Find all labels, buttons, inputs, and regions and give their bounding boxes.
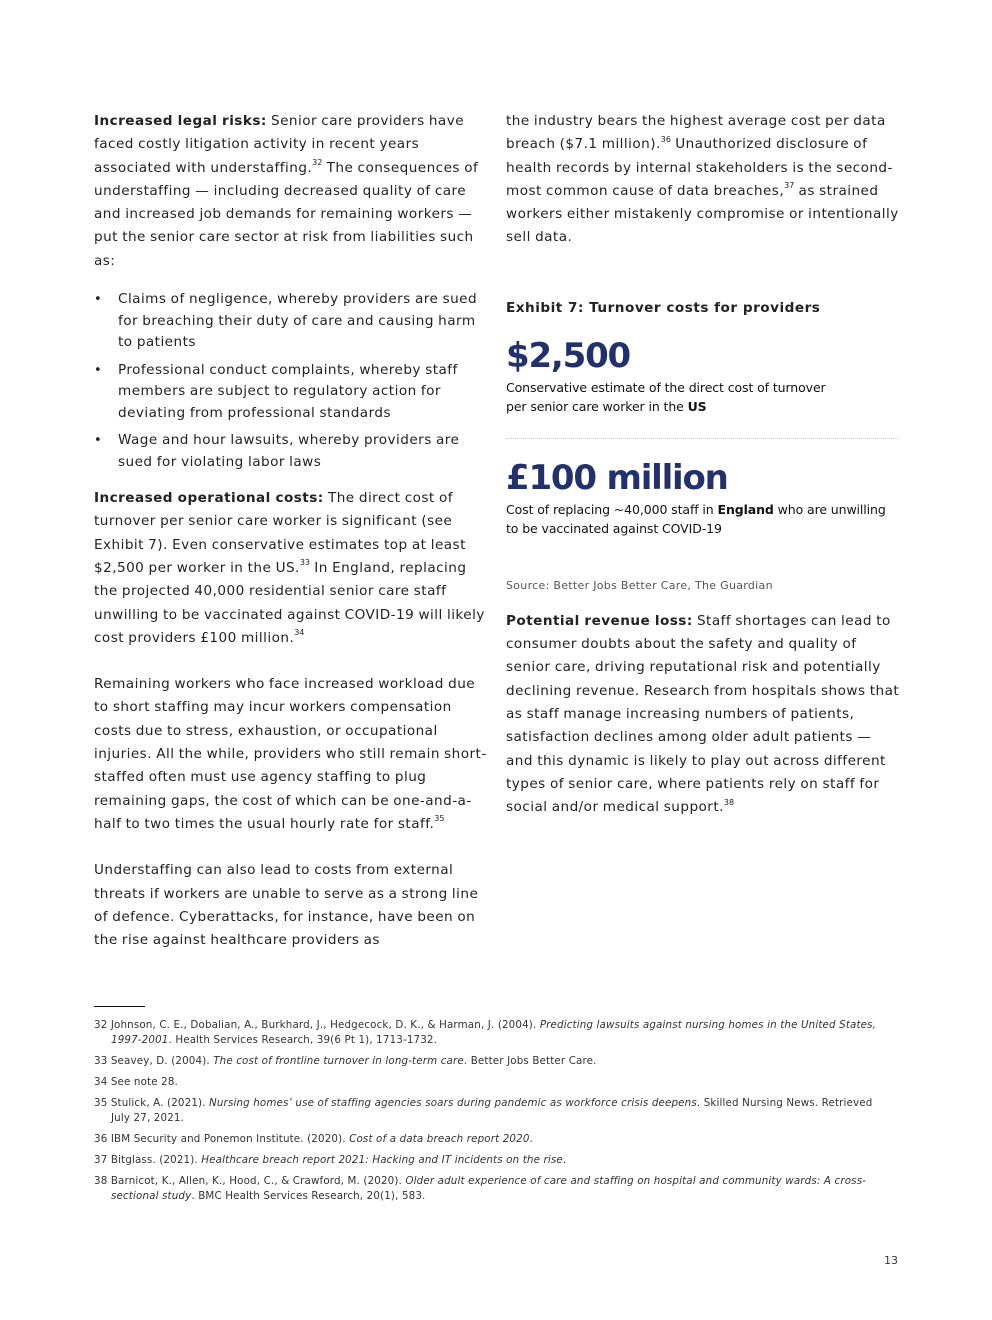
stat-desc-text-end: who are unwilling to be vaccinated against COVID-19	[506, 501, 886, 536]
footnote-text-end: . Skilled Nursing News. Retrieved July 27, 2021.	[111, 1097, 873, 1124]
bullet-icon: •	[94, 433, 103, 449]
footnote-number: 38	[94, 1175, 108, 1187]
stat-description	[506, 378, 836, 416]
legal-risks-paragraph	[94, 110, 489, 273]
footnote-text: See note 28.	[110, 1076, 178, 1088]
footnote	[94, 1132, 894, 1147]
understaffing-paragraph: Understaffing can also lead to costs from external threats if workers are unable to serve as a strong line of defence. Cyberattacks, for instance, have been on the rise against healthcare providers as	[94, 862, 479, 949]
stat-desc-bold: US	[687, 398, 707, 414]
footnote-text: Johnson, C. E., Dobalian, A., Burkhard, J., Hedgecock, D. K., & Harman, J. (2004).	[110, 1019, 540, 1031]
footnote-ref[interactable]: 32	[312, 158, 323, 168]
footnote-text-end: .	[562, 1154, 567, 1166]
footnote-text: Stulick, A. (2021).	[110, 1097, 210, 1109]
list-item-text: Claims of negligence, whereby providers are sued for breaching their duty of care and causing harm to patients	[118, 291, 478, 351]
footnote-rule	[94, 1006, 145, 1007]
footnote-title: Predicting lawsuits against nursing homes in the United States, 1997-2001	[111, 1019, 877, 1046]
operational-costs-heading: Increased operational costs:	[94, 490, 324, 507]
stat-value: $2,500	[506, 335, 631, 376]
footnote-title: Older adult experience of care and staffing on hospital and community wards: A cross-sectional study	[111, 1175, 867, 1202]
revenue-loss-heading: Potential revenue loss:	[506, 612, 693, 629]
footnote	[94, 1174, 894, 1204]
footnote-text-end: .	[529, 1133, 533, 1145]
revenue-loss-text: Staff shortages can lead to consumer doubts about the safety and quality of senior care, driving reputational risk and potentially declining revenue. Research from hospitals shows that as staff manage increasing numbers of patients, satisfaction declines among older adult patients — and this dynamic is likely to play out across different types of senior care, where patients rely on staff for social and/or medical support.	[506, 612, 900, 816]
stat-block-us	[506, 336, 901, 416]
exhibit-7	[506, 300, 901, 592]
footnote-number: 32	[94, 1019, 108, 1031]
exhibit-divider	[506, 438, 898, 439]
bullet-icon: •	[94, 362, 103, 378]
list-item-text: Professional conduct complaints, whereby staff members are subject to regulatory action for deviating from professional standards	[118, 361, 458, 421]
stat-desc-bold: England	[717, 501, 774, 517]
stat-desc-text: Conservative estimate of the direct cost of turnover per senior care worker in the	[506, 379, 826, 414]
page-number: 13	[884, 1254, 898, 1267]
operational-costs-paragraph	[94, 487, 489, 650]
operational-costs-text-cont: In England, replacing the projected 40,000 residential senior care staff unwilling to be vaccinated against COVID-19 will likely cost providers £100 million.	[94, 559, 485, 646]
footnote-text-end: . Health Services Research, 39(6 Pt 1), 1713-1732.	[168, 1034, 438, 1046]
footnote-text: Barnicot, K., Allen, K., Hood, C., & Crawford, M. (2020).	[110, 1175, 406, 1187]
footnote-title: Nursing homes’ use of staffing agencies soars during pandemic as workforce crisis deepens	[209, 1097, 697, 1109]
footnote-number: 34	[94, 1076, 108, 1088]
list-item	[94, 289, 489, 354]
operational-costs-text: The direct cost of turnover per senior care worker is significant (see Exhibit 7). Even conservative estimates top at least $2,500 per worker in the US.	[94, 490, 466, 576]
legal-risks-text: Senior care providers have faced costly litigation activity in recent years associated with understaffing.	[94, 113, 465, 176]
footnote-ref[interactable]: 37	[784, 181, 795, 191]
footnote-ref[interactable]: 36	[660, 134, 671, 144]
footnote-ref[interactable]: 33	[299, 558, 311, 568]
footnote	[94, 1018, 894, 1048]
footnote-number: 35	[94, 1097, 108, 1109]
stat-value: £100 million	[506, 457, 728, 498]
footnote-text-end: . BMC Health Services Research, 20(1), 583.	[191, 1190, 426, 1202]
data-breach-text-end: as strained workers either mistakenly compromise or intentionally sell data.	[506, 182, 899, 246]
footnote-number: 33	[94, 1055, 108, 1067]
exhibit-title: Exhibit 7: Turnover costs for providers	[506, 299, 821, 316]
legal-risks-text-cont: The consequences of understaffing — including decreased quality of care and increased job demands for remaining workers — put the senior care sector at risk from liabilities such as:	[94, 159, 479, 269]
right-column	[506, 110, 901, 819]
left-column	[94, 110, 489, 952]
data-breach-text-cont: Unauthorized disclosure of health records by internal stakeholders is the second-most common cause of data breaches,	[506, 136, 893, 199]
remaining-workers-paragraph	[94, 673, 489, 836]
liabilities-list	[94, 289, 489, 473]
exhibit-source: Source: Better Jobs Better Care, The Guardian	[506, 578, 773, 592]
footnote-text-end: . Better Jobs Better Care.	[463, 1055, 597, 1067]
stat-block-england	[506, 458, 901, 538]
footnote-number: 37	[94, 1154, 108, 1166]
footnote	[94, 1054, 894, 1069]
footnote	[94, 1153, 894, 1168]
list-item-text: Wage and hour lawsuits, whereby providers are sued for violating labor laws	[118, 432, 460, 470]
footnote-ref[interactable]: 35	[434, 814, 445, 824]
stat-desc-text: Cost of replacing ~40,000 staff in	[506, 501, 718, 517]
footnote-text: IBM Security and Ponemon Institute. (2020).	[110, 1133, 350, 1145]
remaining-workers-text: Remaining workers who face increased workload due to short staffing may incur workers compensation costs due to stress, exhaustion, or occupational injuries. All the while, providers who still remain short-staffed often must use agency staffing to plug remaining gaps, the cost of which can be one-and-a-half to two times the usual hourly rate for staff.	[94, 676, 487, 832]
revenue-loss-paragraph	[506, 610, 901, 820]
stat-description	[506, 500, 891, 538]
footnotes	[94, 1018, 894, 1210]
footnote-number: 36	[94, 1133, 108, 1145]
footnote-text: Seavey, D. (2004).	[110, 1055, 214, 1067]
footnote-title: Healthcare breach report 2021: Hacking and IT incidents on the rise	[201, 1154, 563, 1166]
footnote	[94, 1096, 894, 1126]
footnote	[94, 1075, 894, 1090]
bullet-icon: •	[94, 292, 103, 308]
footnote-text: Bitglass. (2021).	[110, 1154, 202, 1166]
footnote-ref[interactable]: 34	[294, 628, 305, 638]
footnote-ref[interactable]: 38	[723, 797, 735, 807]
footnote-title: The cost of frontline turnover in long-term care	[213, 1055, 464, 1067]
list-item	[94, 430, 489, 473]
footnote-title: Cost of a data breach report 2020	[349, 1133, 530, 1145]
legal-risks-heading: Increased legal risks:	[94, 113, 267, 129]
data-breach-text: the industry bears the highest average cost per data breach ($7.1 million).	[506, 113, 886, 153]
data-breach-paragraph	[506, 110, 901, 250]
list-item	[94, 360, 489, 425]
